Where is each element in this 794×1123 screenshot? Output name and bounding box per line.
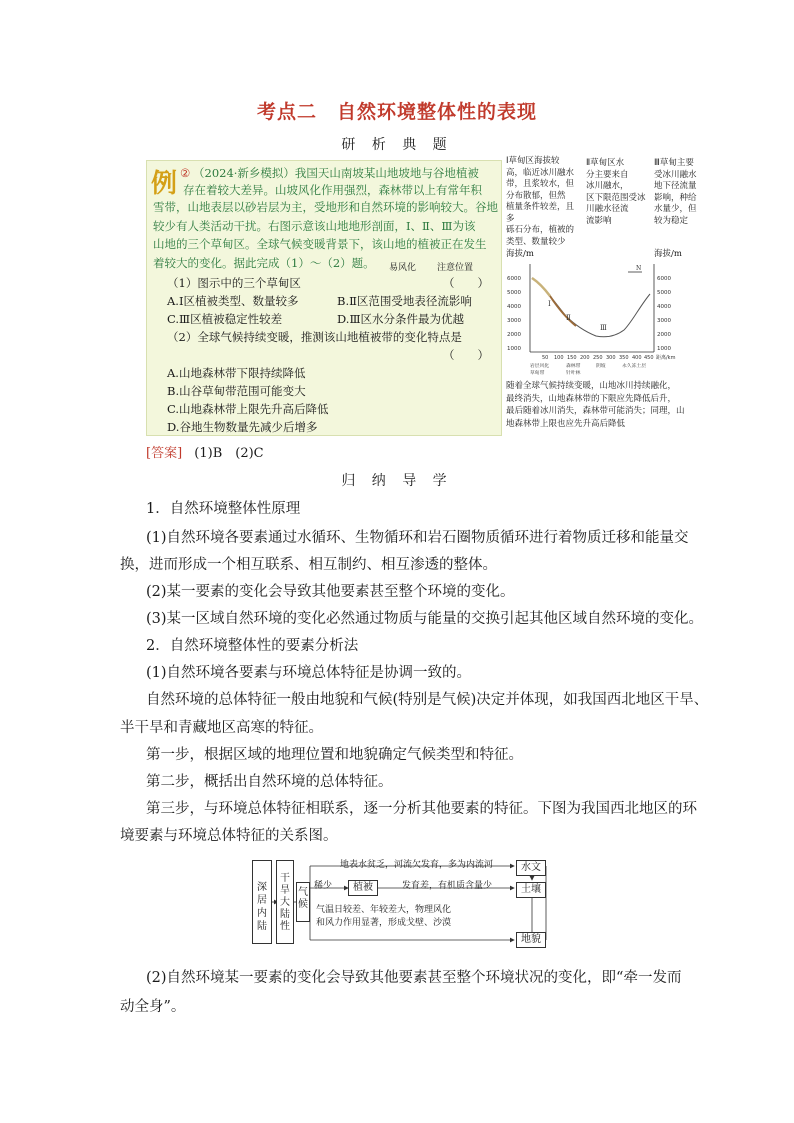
- flow-box-hydrology: 水文: [516, 860, 546, 876]
- flow-box-vegetation: 植被: [348, 880, 378, 896]
- step-1: 第一步，根据区域的地理位置和地貌确定气候类型和特征。: [146, 747, 523, 763]
- q2-option-d: D.谷地生物数量先减少后增多: [167, 420, 318, 434]
- svg-text:50: 50: [542, 355, 549, 361]
- y-tick-6000: 6000: [507, 276, 521, 282]
- flow-text-sparse: 稀少: [314, 881, 333, 891]
- figure-note-meadow-1: Ⅰ草甸区海拔较 高，临近冰川融水 带，且浆较水，但 分布散郁，但然 植量条件较差，且多 砾石分布，植被的 类型、数量较少: [506, 156, 575, 247]
- flow-text-soil: 发育差，有机质含量少: [402, 881, 493, 891]
- example-line-5: 山地的三个草甸区。全球气候变暖背景下，该山地的植被正在发生: [153, 237, 487, 251]
- question-2-blank: （ ）: [443, 348, 489, 362]
- y-tick-2000: 2000: [507, 332, 521, 338]
- svg-text:永久冻土层: 永久冻土层: [622, 364, 646, 369]
- y-tick-5000: 5000: [507, 290, 521, 296]
- y-tick-right-3000: 3000: [657, 318, 671, 324]
- svg-text:针叶林: 针叶林: [566, 371, 581, 376]
- svg-text:200: 200: [580, 355, 590, 361]
- answer-text: (1)B (2)C: [194, 446, 264, 461]
- heading-principle: 1．自然环境整体性原理: [146, 501, 301, 517]
- example-mark: 例: [151, 169, 178, 199]
- y-tick-right-1000: 1000: [657, 346, 671, 352]
- para-3b: 动全身”。: [120, 999, 186, 1015]
- svg-text:250: 250: [593, 355, 603, 361]
- svg-text:草甸带: 草甸带: [530, 371, 545, 376]
- heading-method: 2．自然环境整体性的要素分析法: [146, 638, 359, 654]
- example-box: [146, 160, 502, 436]
- q1-option-a: A.Ⅰ区植被类型、数量较多: [167, 294, 299, 308]
- y-tick-right-4000: 4000: [657, 304, 671, 310]
- section-heading-summary: 归 纳 导 学: [341, 473, 453, 489]
- flow-box-climate: 气候: [296, 882, 310, 922]
- forest-belt-band: [550, 296, 576, 326]
- para-1-2: (2)某一要素的变化会导致其他要素甚至整个环境的变化。: [146, 584, 515, 600]
- para-3a: (2)自然环境某一要素的变化会导致其他要素甚至整个环境状况的变化，即“牵一发而: [146, 970, 682, 986]
- y-tick-1000: 1000: [507, 346, 521, 352]
- flow-box-soil: 土壤: [516, 882, 546, 898]
- para-1-1a: (1)自然环境各要素通过水循环、生物循环和岩石圈物质循环进行着物质迁移和能量交: [146, 530, 689, 546]
- example-number: ②: [180, 166, 191, 180]
- q1-option-c: C.Ⅲ区植被稳定性较差: [167, 312, 283, 326]
- svg-text:400: 400: [632, 355, 642, 361]
- mountain-profile-figure: [504, 156, 714, 436]
- north-label: N: [636, 265, 642, 272]
- q2-option-c: C.山地森林带上限先升高后降低: [167, 402, 329, 416]
- step-3b: 境要素与环境总体特征的关系图。: [120, 828, 338, 844]
- figure-note-meadow-3: Ⅲ草甸主要 受冰川融水 地下径流量 影响，种给 水量少，但 较为稳定: [654, 158, 697, 226]
- y-axis-label-right: 海拔/m: [654, 249, 682, 259]
- example-line-4: 较少有人类活动干扰。右图示意该山地地形剖面，Ⅰ、Ⅱ、Ⅲ为该: [153, 219, 476, 233]
- para-1-3: (3)某一区域自然环境的变化必然通过物质与能量的交换引起其他区域自然环境的变化。: [146, 611, 704, 627]
- meadow-label-1: Ⅰ: [548, 300, 551, 308]
- flow-box-inland: 深居内陆: [252, 860, 272, 944]
- handnote-location: 注意位置: [437, 263, 474, 273]
- y-tick-right-5000: 5000: [657, 290, 671, 296]
- example-line-1: （2024·新乡模拟）我国天山南坡某山地坡地与谷地植被: [193, 166, 479, 180]
- question-2: （2）全球气候持续变暖，推测该山地植被带的变化特点是: [167, 330, 462, 344]
- flow-box-arid: 干旱大陆性: [276, 860, 294, 944]
- svg-text:阴坡: 阴坡: [596, 364, 606, 369]
- flow-text-landform: 气温日较差、年较差大，物理风化 和风力作用显著，形成戈壁、沙漠: [316, 905, 452, 928]
- snow-belt-band: [532, 278, 550, 296]
- svg-text:距离/km: 距离/km: [656, 355, 676, 361]
- svg-text:300: 300: [606, 355, 616, 361]
- meadow-label-2: Ⅱ: [566, 314, 571, 322]
- section-heading-analysis: 研 析 典 题: [341, 137, 453, 153]
- question-1-blank: （ ）: [443, 276, 489, 290]
- answer-label: [答案]: [146, 446, 183, 461]
- y-tick-4000: 4000: [507, 304, 521, 310]
- flow-box-landform: 地貌: [516, 932, 546, 948]
- svg-text:450: 450: [644, 355, 654, 361]
- step-2: 第二步，概括出自然环境的总体特征。: [146, 774, 393, 790]
- y-axis-label-left: 海拔/m: [506, 249, 534, 259]
- example-line-6: 着较大的变化。据此完成（1）～（2）题。: [153, 256, 375, 270]
- q1-option-b: B.Ⅱ区范围受地表径流影响: [337, 294, 472, 308]
- para-2-2a: 自然环境的总体特征一般由地貌和气候(特别是气候)决定并体现，如我国西北地区干旱、: [146, 692, 709, 708]
- handnote-weathering: 易风化: [389, 263, 417, 273]
- para-2-1: (1)自然环境各要素与环境总体特征是协调一致的。: [146, 665, 472, 681]
- figure-bottom-note: 随着全球气候持续变暖，山地冰川持续融化， 最终消失，山地森林带的下限应先降低后升， 最后随着冰川消失，森林带可能消失；同理，山 地森林带上限也应先升高后降低: [506, 381, 685, 429]
- step-3a: 第三步，与环境总体特征相联系，逐一分析其他要素的特征。下图为我国西北地区的环: [146, 801, 697, 817]
- y-tick-right-6000: 6000: [657, 276, 671, 282]
- example-line-3: 雪带，山地表层以砂岩层为主，受地形和自然环境的影响较大。谷地: [153, 200, 498, 214]
- q2-option-b: B.山谷草甸带范围可能变大: [167, 384, 306, 398]
- svg-text:森林带: 森林带: [566, 364, 581, 369]
- question-1: （1）图示中的三个草甸区: [167, 276, 301, 290]
- q2-option-a: A.山地森林带下限持续降低: [167, 366, 306, 380]
- y-tick-right-2000: 2000: [657, 332, 671, 338]
- svg-text:350: 350: [619, 355, 629, 361]
- svg-text:100: 100: [554, 355, 564, 361]
- flow-text-hydrology: 地表水贫乏，河流欠发育，多为内流河: [340, 860, 494, 870]
- svg-text:150: 150: [567, 355, 577, 361]
- example-line-2: 存在着较大差异。山坡风化作用强烈，森林带以上有常年积: [183, 183, 482, 197]
- meadow-label-3: Ⅲ: [600, 324, 607, 332]
- page-title: 考点二 自然环境整体性的表现: [256, 101, 537, 123]
- svg-text:岩层风化: 岩层风化: [530, 364, 550, 369]
- q1-option-d: D.Ⅲ区水分条件最为优越: [337, 312, 465, 326]
- para-2-2b: 半干旱和青藏地区高寒的特征。: [120, 720, 323, 736]
- environment-relation-diagram: [252, 856, 552, 950]
- profile-chart: [504, 256, 714, 376]
- para-1-1b: 换，进而形成一个相互联系、相互制约、相互渗透的整体。: [120, 557, 497, 573]
- answer-line: [146, 442, 264, 461]
- figure-note-meadow-2: Ⅱ草甸区水 分主要来自 冰川融水， 区下限范围受冰 川融水径流 流影响: [586, 158, 646, 226]
- y-tick-3000: 3000: [507, 318, 521, 324]
